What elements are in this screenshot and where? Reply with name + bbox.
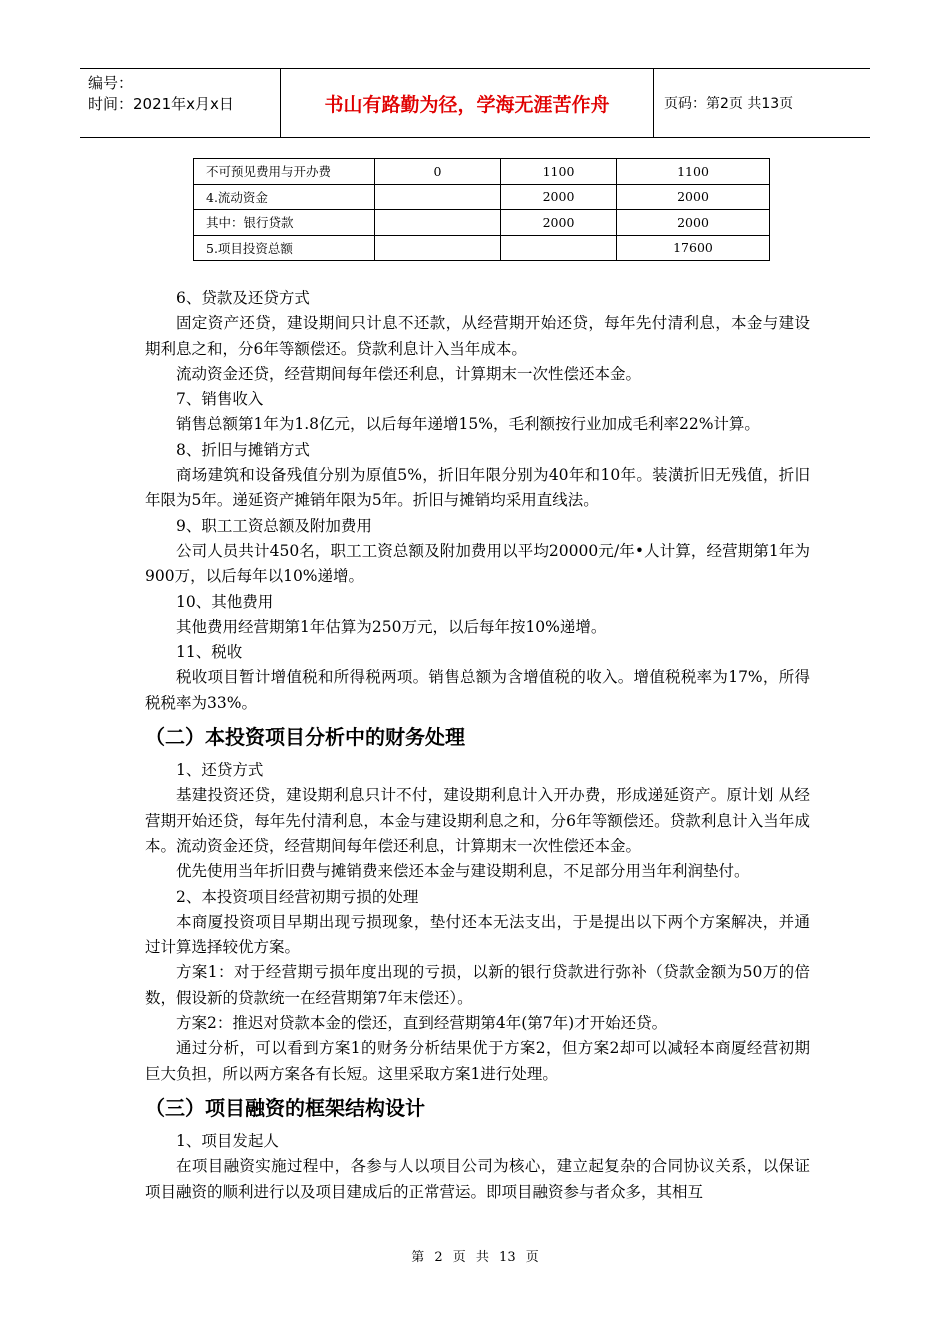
paragraph: 方案2：推迟对贷款本金的偿还，直到经营期第4年(第7年)才开始还贷。 (176, 1014, 668, 1033)
document-body (145, 286, 810, 1205)
section-heading: 10、其他费用 (176, 592, 274, 611)
page-header (80, 68, 870, 138)
section-heading: 7、销售收入 (176, 390, 264, 409)
section-heading: 1、还贷方式 (176, 761, 264, 780)
table-cell: 不可预见费用与开办费 (194, 159, 375, 185)
paragraph: 销售总额第1年为1.8亿元，以后每年递增15%，毛利额按行业加成毛利率22%计算。 (176, 415, 760, 434)
table-row (194, 235, 770, 261)
table-cell (375, 235, 501, 261)
section-heading: 9、职工工资总额及附加费用 (176, 516, 372, 535)
paragraph: 基建投资还贷，建设期利息只计不付，建设期利息计入开办费，形成递延资产。原计划 从经营期开始还贷，每年先付清利息，本金与建设期利息之和，分6年等额偿还。贷款利息计入当年成本。流动资金还贷，经营期间每年偿还利息，计算期末一次性偿还本金。 (145, 786, 810, 855)
header-meta (80, 69, 280, 137)
section-heading: 1、项目发起人 (176, 1131, 279, 1150)
section-heading: 2、本投资项目经营初期亏损的处理 (176, 887, 419, 906)
code-label: 编号： (88, 74, 134, 92)
table-cell: 2000 (617, 210, 770, 236)
section-heading: 11、税收 (176, 643, 243, 662)
table-cell: 1100 (617, 159, 770, 185)
table-cell: 0 (375, 159, 501, 185)
table-row (194, 210, 770, 236)
table-cell: 2000 (501, 210, 617, 236)
chapter-heading: （二）本投资项目分析中的财务处理 (145, 725, 465, 750)
chapter-heading: （三）项目融资的框架结构设计 (145, 1095, 425, 1120)
table-cell: 4.流动资金 (194, 184, 375, 210)
date-label: 时间：2021年x月x日 (88, 95, 234, 113)
paragraph: 固定资产还贷，建设期间只计息不还款，从经营期开始还贷，每年先付清利息，本金与建设期利息之和，分6年等额偿还。贷款利息计入当年成本。 (145, 314, 810, 358)
table-cell (501, 235, 617, 261)
page-footer: 第 2 页 共 13 页 (411, 1250, 539, 1265)
investment-table (193, 158, 770, 261)
section-heading: 6、贷款及还贷方式 (176, 289, 310, 307)
paragraph: 方案1：对于经营期亏损年度出现的亏损，以新的银行贷款进行弥补（贷款金额为50万的倍数，假设新的贷款统一在经营期第7年末偿还）。 (145, 963, 810, 1007)
table-row (194, 184, 770, 210)
paragraph: 在项目融资实施过程中，各参与人以项目公司为核心，建立起复杂的合同协议关系，以保证项目融资的顺利进行以及项目建成后的正常营运。即项目融资参与者众多，其相互 (145, 1157, 810, 1201)
table-cell (375, 184, 501, 210)
table-cell: 1100 (501, 159, 617, 185)
table-cell (375, 210, 501, 236)
paragraph: 通过分析，可以看到方案1的财务分析结果优于方案2，但方案2却可以减轻本商厦经营初期巨大负担，所以两方案各有长短。这里采取方案1进行处理。 (145, 1039, 810, 1083)
paragraph: 商场建筑和设备残值分别为原值5%，折旧年限分别为40年和10年。装潢折旧无残值，折旧年限为5年。递延资产摊销年限为5年。折旧与摊销均采用直线法。 (145, 466, 810, 510)
paragraph: 税收项目暂计增值税和所得税两项。销售总额为含增值税的收入。增值税税率为17%，所得税税率为33%。 (145, 668, 810, 712)
table-row (194, 159, 770, 185)
paragraph: 公司人员共计450名，职工工资总额及附加费用以平均20000元/年•人计算，经营期第1年为900万，以后每年以10%递增。 (145, 541, 810, 586)
table-cell: 2000 (501, 184, 617, 210)
header-motto: 书山有路勤为径，学海无涯苦作舟 (324, 93, 610, 116)
paragraph: 本商厦投资项目早期出现亏损现象，垫付还本无法支出，于是提出以下两个方案解决，并通过计算选择较优方案。 (145, 912, 810, 957)
paragraph: 流动资金还贷，经营期间每年偿还利息，计算期末一次性偿还本金。 (176, 364, 642, 383)
paragraph: 其他费用经营期第1年估算为250万元，以后每年按10%递增。 (176, 617, 607, 636)
table-cell: 17600 (617, 235, 770, 261)
table-cell: 其中：银行贷款 (194, 210, 375, 236)
table-cell: 2000 (617, 184, 770, 210)
table-cell: 5.项目投资总额 (194, 235, 375, 261)
header-page-label: 页码：第2页 共13页 (664, 96, 794, 112)
section-heading: 8、折旧与摊销方式 (176, 440, 310, 459)
paragraph: 优先使用当年折旧费与摊销费来偿还本金与建设期利息，不足部分用当年利润垫付。 (176, 862, 750, 881)
